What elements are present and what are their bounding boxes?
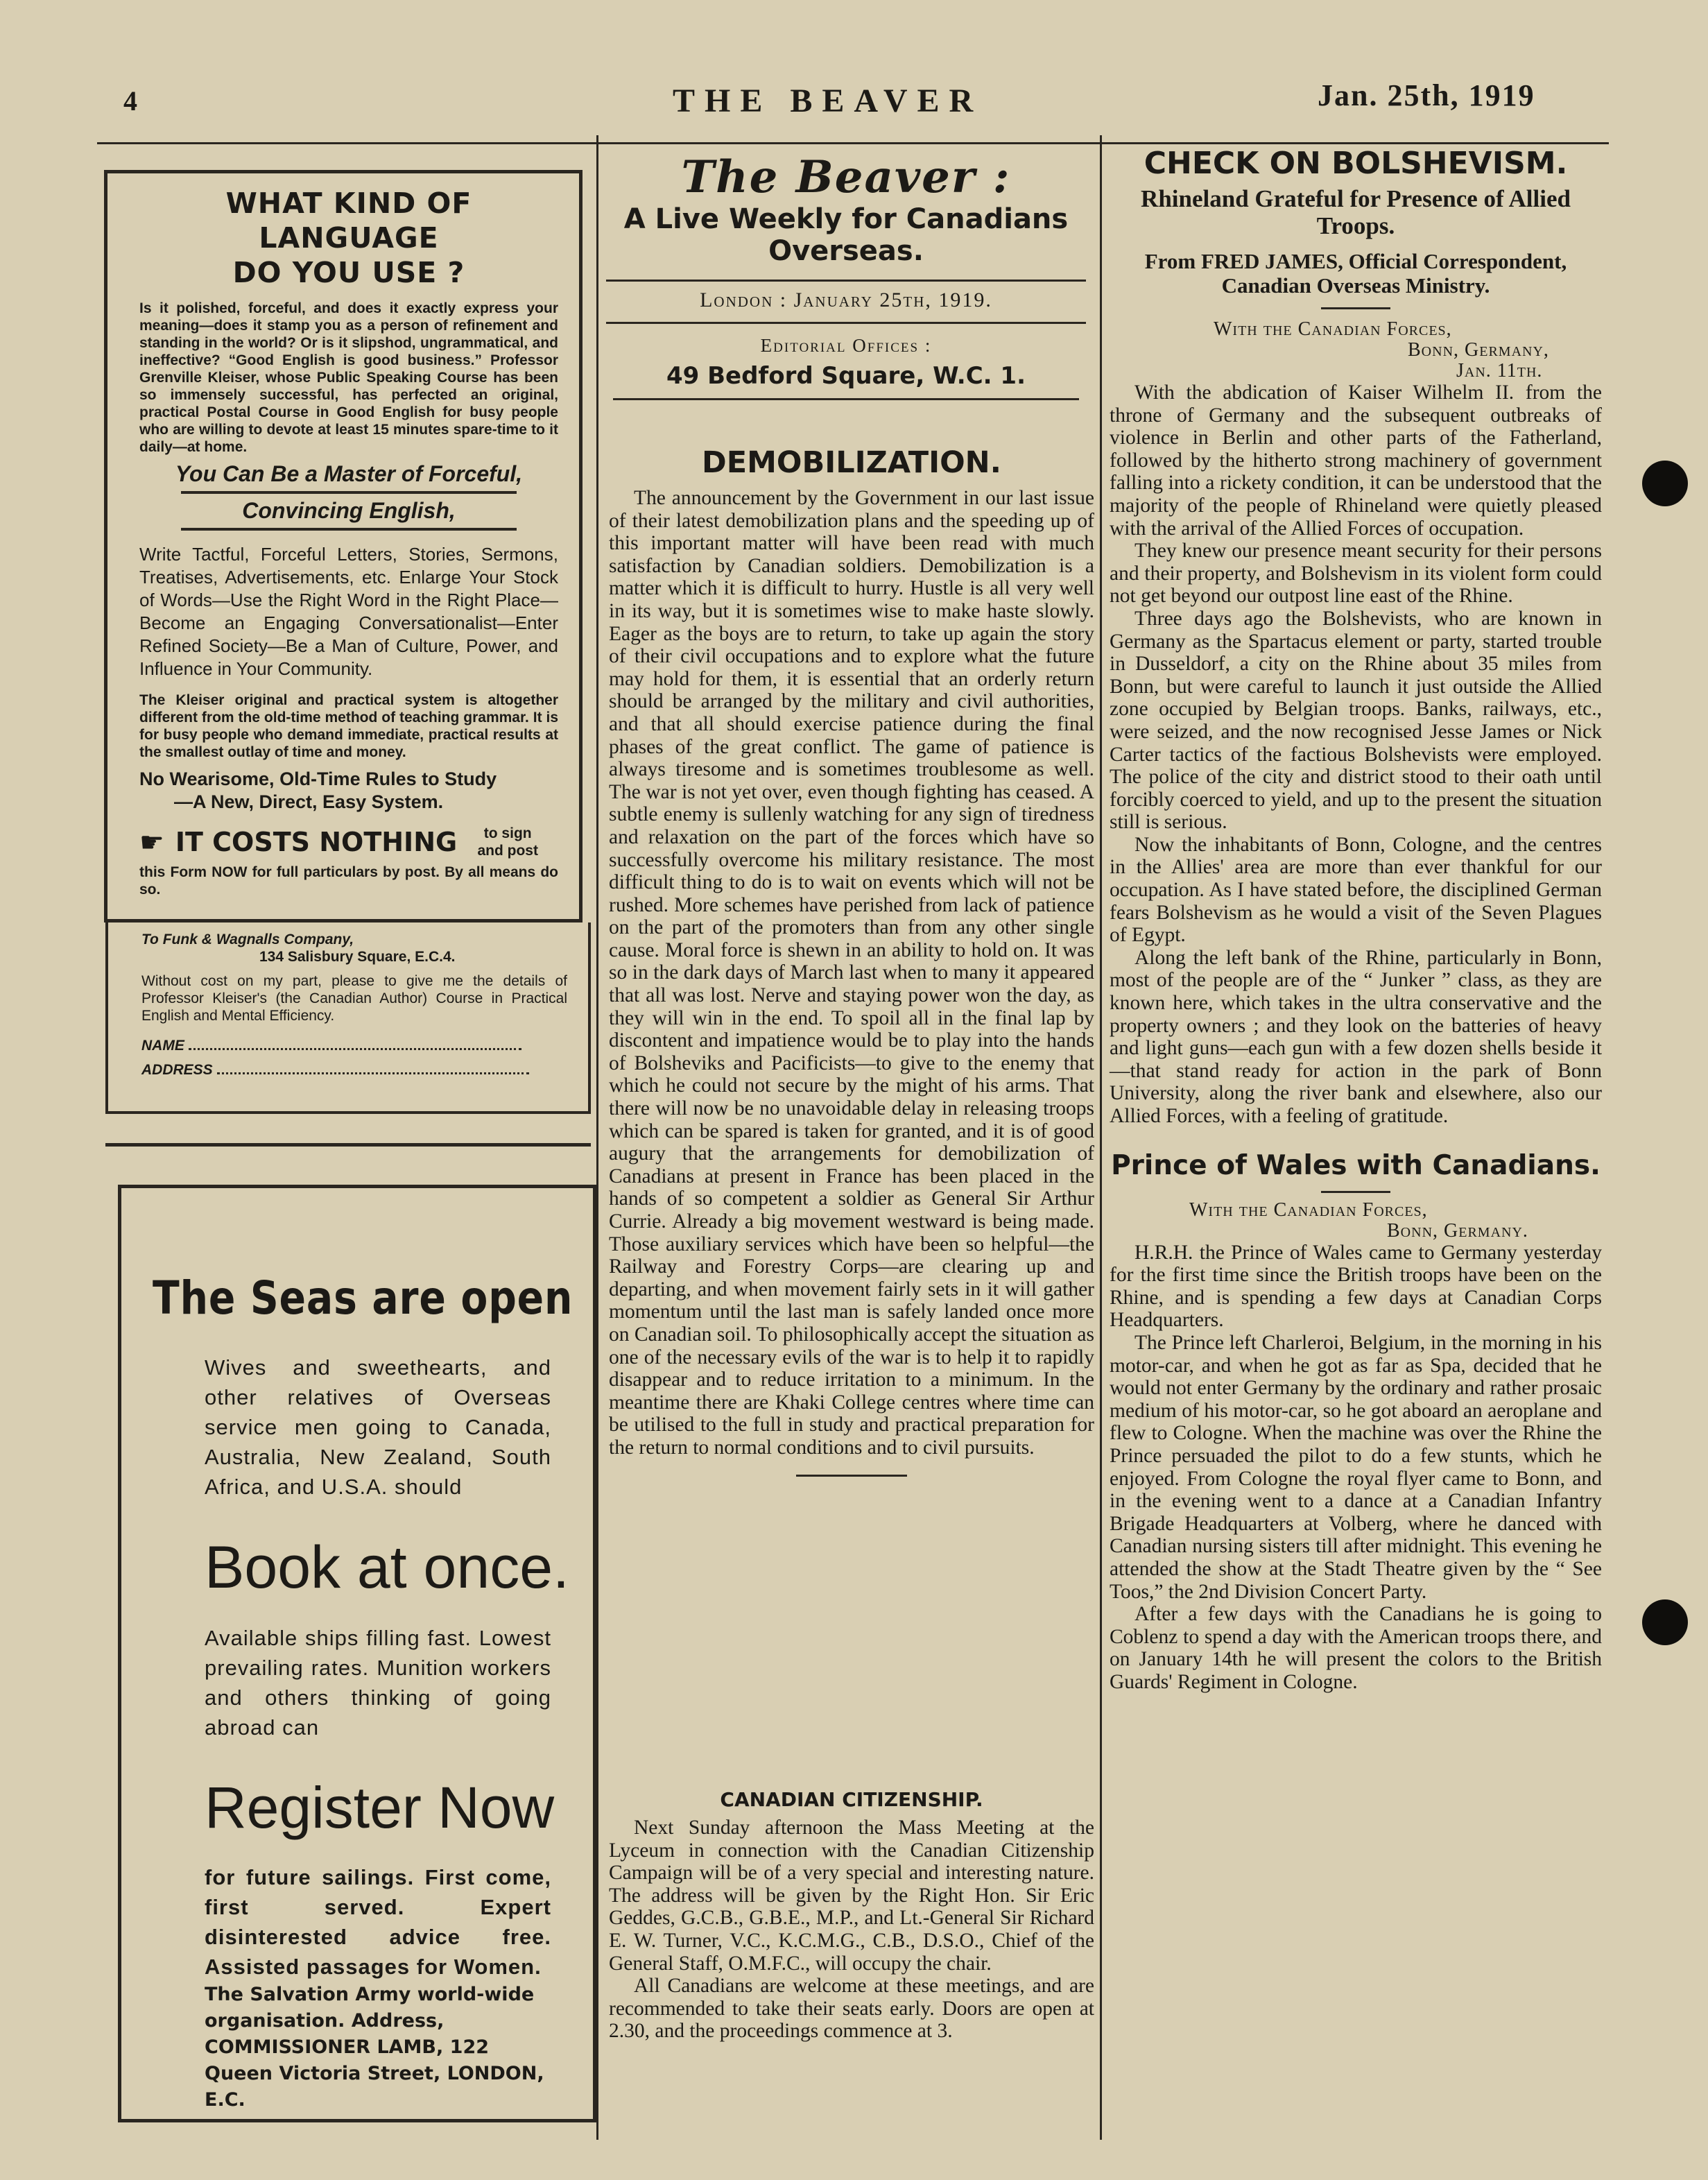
ad-costs-label: IT COSTS NOTHING: [175, 827, 458, 857]
language-advertisement: [104, 170, 583, 922]
byline-rule: [1321, 307, 1390, 309]
seas-para4: The Salvation Army world-wide organisation. Address, COMMISSIONER LAMB, 122 Queen Victoria Street, LONDON, E.C.: [205, 1984, 544, 2111]
prince-heading-rule: [1321, 1191, 1390, 1193]
ad-heading-line1: WHAT KIND OF LANGUAGE: [225, 187, 472, 255]
seas-book: Book at once.: [205, 1534, 569, 1601]
masthead-dateline: London : January 25th, 1919.: [700, 289, 992, 311]
page-number: 4: [123, 85, 137, 117]
editorial-offices-label: Editorial Offices :: [760, 335, 932, 356]
masthead: [603, 151, 1089, 400]
column1-separator: [105, 1143, 591, 1147]
seas-para2: Available ships filling fast. Lowest prevailing rates. Munition workers and others thinking of going abroad can: [205, 1626, 551, 1740]
coupon-to-line2: 134 Salisbury Square, E.C.4.: [259, 949, 456, 965]
ad-list-text: Write Tactful, Forceful Letters, Stories, Sermons, Treatises, Advertisements, etc. Enlarge Your Stock of Words—Use the Right Word in the Right Place—Become an Engaging Conversationalist—Enter Refined Society—Be a Man of Culture, Power, and Influence in Your Community.: [139, 544, 558, 679]
pointing-hand-icon: ☛: [139, 826, 164, 858]
prince-dateline1: With the Canadian Forces,: [1189, 1199, 1428, 1221]
ad-master-line1: You Can Be a Master of Forceful,: [175, 461, 523, 486]
seas-register: Register Now: [205, 1775, 555, 1840]
ad-system-text: The Kleiser original and practical system is altogether different from the old-time method of teaching grammar. It is for busy people who demand immediate, practical results at the smallest outlay of time and money.: [139, 692, 558, 760]
bolshevism-para1: With the abdication of Kaiser Wilhelm II. from the throne of Germany and the subsequent outbreaks of violence in Berlin and other parts of the Fatherland, followed by the hitherto strong machinery of government falling into a rickety condition, it can be understood that the majority of the people of Rhineland were quietly pleased with the arrival of the Allied Forces of occupation.: [1110, 381, 1602, 540]
coupon-to-line1: To Funk & Wagnalls Company,: [141, 932, 354, 947]
bolshevism-byline: From FRED JAMES, Official Correspondent, Canadian Overseas Ministry.: [1144, 249, 1567, 298]
coupon-address-field[interactable]: [141, 1061, 567, 1079]
prince-para1: H.R.H. the Prince of Wales came to Germany yesterday for the first time since the British troops have been on the Rhine, and is spending a few days at Canadian Corps Headquarters.: [1110, 1241, 1602, 1332]
citizenship-article: [609, 1788, 1094, 2043]
editorial-offices-address: 49 Bedford Square, W.C. 1.: [666, 362, 1026, 390]
ad-intro: Is it polished, forceful, and does it exactly express your meaning—does it stamp you as a person of refinement and standing in the world? Or is it slipshod, ungrammatical, and ineffective? “Good English is good business.” Professor Grenville Kleiser, whose Public Speaking Course has been so immensely successful, has perfected an original, practical Postal Course in Good English for busy people who are willing to devote at least 15 minutes spare-time to it daily—at home.: [139, 300, 558, 455]
demobilization-body: The announcement by the Government in our last issue of their latest demobilization plans and the speeding up of this important matter will have been read with much satisfaction by Canadian soldiers. Demobilization is a matter which it is difficult to hurry. Hustle is all very well in its way, but it is sometimes wise to make haste slowly. Eager as the boys are to return, to take up again the story of their civil occupations and to explore what the future may hold for them, it is essential that an orderly return should be arranged by the military and civil authorities, and that all should exercise patience during the final phases of the great conflict. The game of patience is always tiresome and is sometimes troublesome as well. The war is not yet over, even though fighting has ceased. A subtle enemy is sullenly watching for any sign of tiredness and relaxation on the part of the forces which have so successfully overcome his military resistance. The most difficult thing to do is to wait on events which will not be rushed. More schemes have perished from lack of patience on the part of the promoters than from any other single cause. Moral force is shewn in an ability to hold on. It was so in the dark days of March last when to many it appeared that all was lost. Nerve and staying power won the day, as they will win in the end. To spoil all in the final lap by discontent and impatience would be to play into the hands of Bolsheviks and Pacificists—to give to the enemy that which he could not secure by the might of his arms. That there will now be no unavoidable delay in releasing troops which can be spared is taken for granted, and it is of good augury that the arrangements for demobilization of Canadians at present in France has been placed in the hands of so competent a soldier as General Sir Arthur Currie. Already a big movement westward is being made. Those auxiliary services which have been so helpful—the Railway and Forestry Corps—are clearing up and departing, and when movement fairly sets in it will gather momentum until the last man is safely landed once more on Canadian soil. To philosophically accept the situation as one of the necessary evils of the war is to help it to rapidly disappear and to reduce irritation to a minimum. In the meantime there are Khaki College centres where time can be utilised to the full in study and practical preparation for the return to normal conditions and to civil pursuits.: [609, 487, 1094, 1459]
order-coupon: [105, 922, 591, 1114]
bolshevism-para3: Three days ago the Bolshevists, who are known in Germany as the Spartacus element or party, started trouble in Dusseldorf, a city on the Rhine about 35 miles from Bonn, but were careful to launch it just outside the Allied zone occupied by Belgian troops. Banks, railways, etc., were seized, and the now recognised Jesse James or Nick Carter tactics of the factious Bolshevists were employed. The police of the city and district stood to their oath until forcibly coerced to yield, and up to the present the situation still is serious.: [1110, 607, 1602, 834]
masthead-rule: [606, 280, 1086, 282]
binder-hole: [1642, 461, 1688, 506]
column-rule-left: [596, 135, 598, 2140]
citizenship-heading: CANADIAN CITIZENSHIP.: [720, 1788, 983, 1811]
column-three: [1110, 146, 1602, 1693]
ad-no-rules-line1: No Wearisome, Old-Time Rules to Study: [139, 769, 497, 789]
bolshevism-dateline2: Bonn, Germany,: [1408, 339, 1549, 361]
bolshevism-dateline3: Jan. 11th.: [1456, 360, 1543, 381]
bolshevism-para5: Along the left bank of the Rhine, particularly in Bonn, most of the people are of the “ Junker ” class, as they are known here, which takes in the ultra conservative and the property owners ; and they look on the batteries of heavy and light guns—each gun with a few dozen shells beside it—that stand ready for action in the park of Bonn University, along the river bank and elsewhere, also our Allied Forces, with a feeling of gratitude.: [1110, 946, 1602, 1127]
coupon-name-line: [189, 1048, 521, 1050]
header-rule: [97, 142, 1609, 144]
prince-dateline2: Bonn, Germany.: [1387, 1219, 1528, 1242]
ad-no-rules-line2: —A New, Direct, Easy System.: [174, 791, 444, 812]
coupon-address-line: [217, 1072, 529, 1074]
masthead-rule: [606, 322, 1086, 324]
column-rule-right: [1100, 135, 1102, 2140]
ad-costs-side: to sign and post: [477, 825, 538, 859]
ad-form-text: this Form NOW for full particulars by post. By all means do so.: [139, 864, 558, 898]
ad-heading-line2: DO YOU USE ?: [232, 256, 465, 289]
seas-advertisement: [118, 1185, 596, 2122]
seas-headline: The Seas are open: [153, 1271, 573, 1325]
demobilization-article: [609, 445, 1094, 1477]
ad-costs-row: [139, 825, 558, 859]
prince-para2: The Prince left Charleroi, Belgium, in the morning in his motor-car, and when he got as far as Spa, decided that he would not enter Germany by the ordinary and rather prosaic medium of his motor-car, so he got aboard an aeroplane and flew to Cologne. When the machine was over the Rhine the Prince persuaded the pilot to do a few stunts, which he enjoyed. From Cologne the royal flyer came to Bonn, and in the evening went to a dance at a Canadian Infantry Brigade Headquarters at Volberg, where he danced with Canadian nursing sisters till after midnight. This evening he attended the show at the Stadt Theatre given by the “ See Toos,” the 2nd Division Concert Party.: [1110, 1331, 1602, 1603]
ad-divider: [181, 528, 517, 531]
coupon-address-label: ADDRESS: [141, 1062, 213, 1078]
article-end-rule: [796, 1475, 907, 1477]
coupon-name-label: NAME: [141, 1038, 184, 1054]
prince-para3: After a few days with the Canadians he is going to Coblenz to spend a day with the American troops there, and on January 14th he will present the colors to the British Guards' Regiment in Cologne.: [1110, 1603, 1602, 1693]
coupon-name-field[interactable]: [141, 1037, 567, 1054]
masthead-subtitle: A Live Weekly for Canadians Overseas.: [623, 203, 1069, 267]
demobilization-heading: DEMOBILIZATION.: [702, 445, 1001, 480]
ad-divider: [181, 491, 517, 494]
coupon-body: Without cost on my part, please to give me the details of Professor Kleiser's (the Canadian Author) Course in Practical English and Mental Efficiency.: [141, 973, 567, 1024]
seas-para3: for future sailings. First come, first served. Expert disinterested advice free. Assisted passages for Women.: [205, 1865, 551, 1979]
bolshevism-dateline1: With the Canadian Forces,: [1214, 318, 1452, 340]
masthead-title: The Beaver :: [681, 151, 1011, 203]
prince-heading: Prince of Wales with Canadians.: [1111, 1149, 1601, 1181]
bolshevism-para4: Now the inhabitants of Bonn, Cologne, and the centres in the Allies' area are more than ever thankful for our occupation. As I have stated before, the disciplined German fears Bolshevism as he would a visit of the Seven Plagues of Egypt.: [1110, 833, 1602, 947]
issue-date: Jan. 25th, 1919: [1318, 78, 1535, 112]
seas-para1: Wives and sweethearts, and other relatives of Overseas service men going to Canada, Australia, New Zealand, South Africa, and U.S.A. should: [205, 1355, 551, 1499]
masthead-rule: [613, 398, 1079, 400]
binder-hole: [1642, 1599, 1688, 1645]
bolshevism-heading: CHECK ON BOLSHEVISM.: [1144, 146, 1568, 181]
paper-title: THE BEAVER: [673, 83, 983, 119]
citizenship-para2: All Canadians are welcome at these meetings, and are recommended to take their seats early. Doors are open at 2.30, and the proceedings commence at 3.: [609, 1975, 1094, 2043]
bolshevism-subheading: Rhineland Grateful for Presence of Allied Troops.: [1141, 185, 1571, 239]
bolshevism-para2: They knew our presence meant security for their persons and their property, and Bolshevism in its violent form could not get beyond our outpost line east of the Rhine.: [1110, 540, 1602, 608]
ad-master-line2: Convincing English,: [242, 498, 456, 523]
citizenship-para1: Next Sunday afternoon the Mass Meeting at the Lyceum in connection with the Canadian Citizenship Campaign will be of a very special and interesting nature. The address will be given by the Right Hon. Sir Eric Geddes, G.C.B., G.B.E., M.P., and Lt.-General Sir Richard E. W. Turner, V.C., K.C.M.G., C.B., D.S.O., Chief of the General Staff, O.M.F.C., will occupy the chair.: [609, 1817, 1094, 1975]
